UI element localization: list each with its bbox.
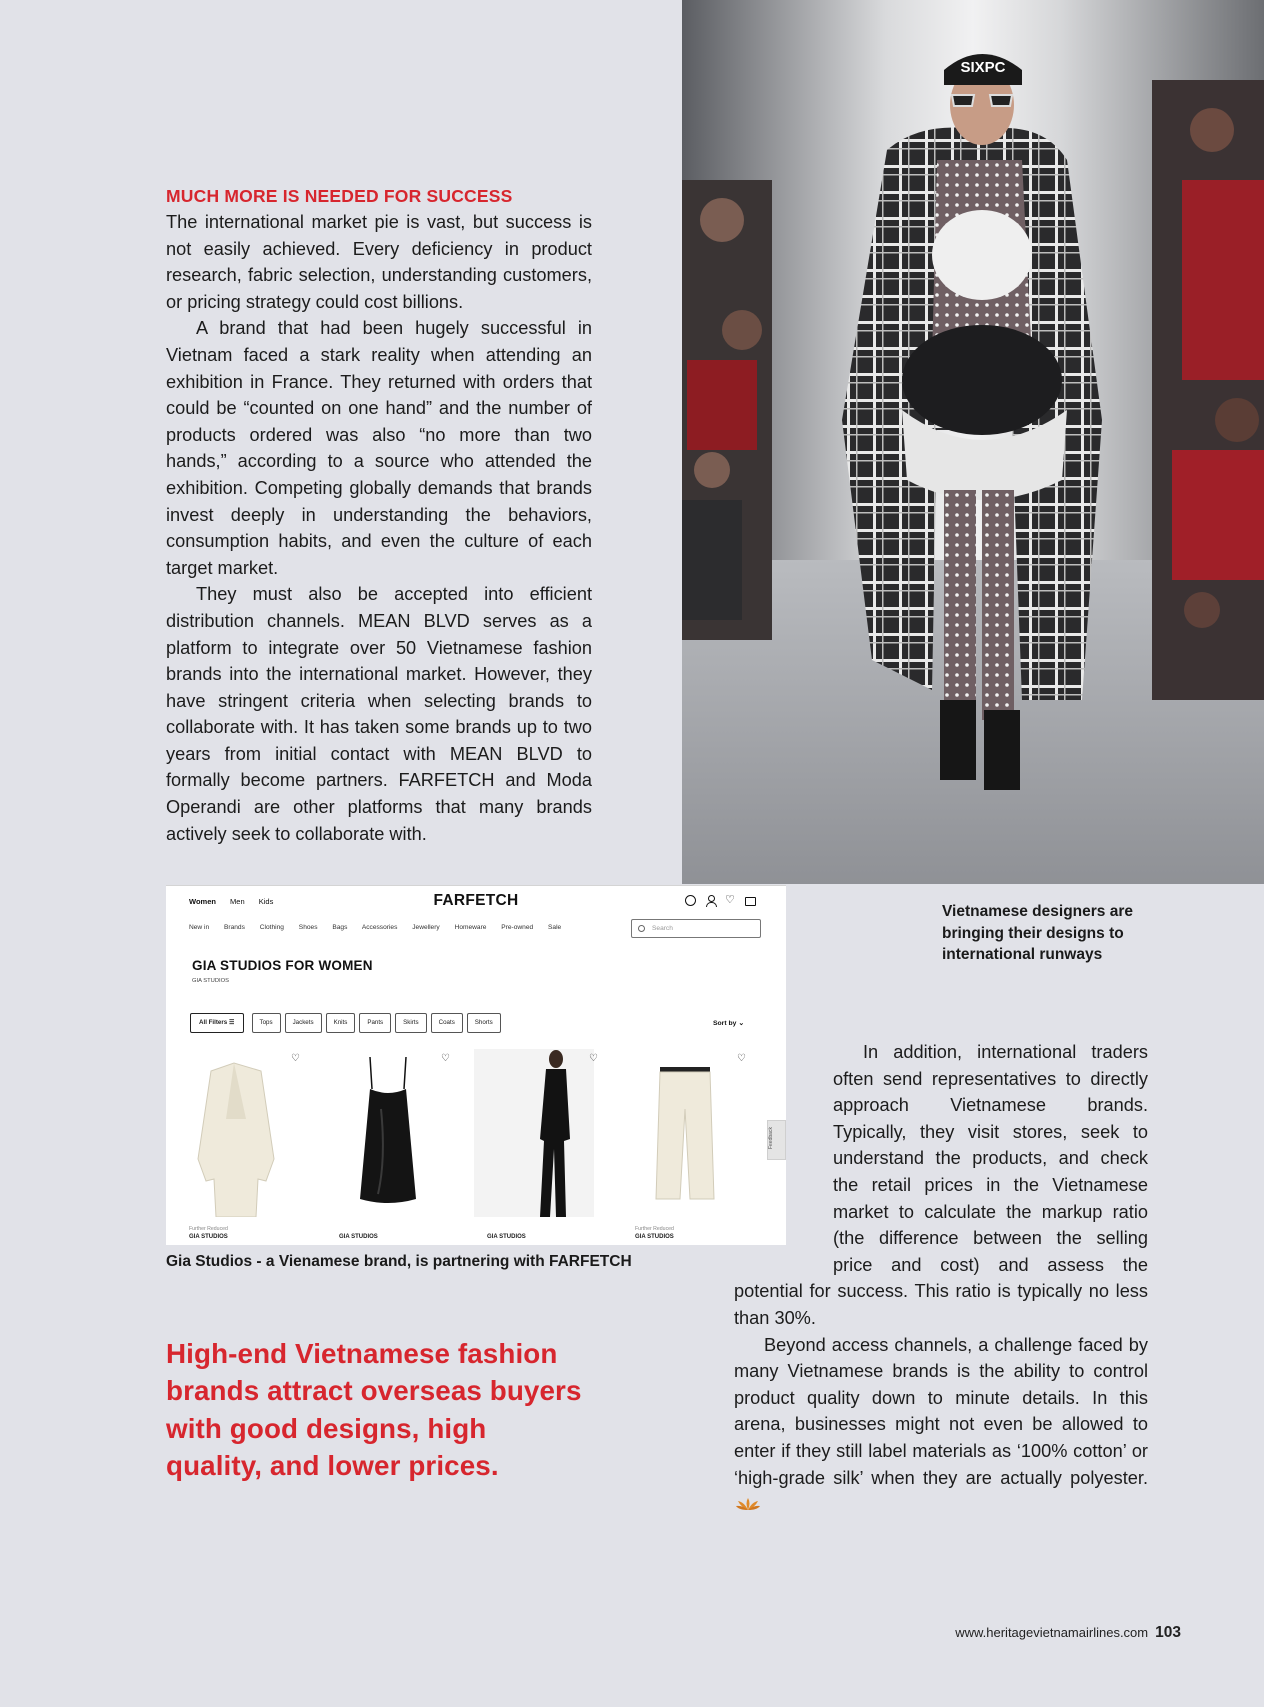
filter-chip-knits[interactable]: Knits [326,1013,356,1033]
sort-label: Sort by [713,1020,737,1027]
nav-sale[interactable]: Sale [548,924,562,931]
filter-chip-pants[interactable]: Pants [359,1013,391,1033]
product-grid [166,1049,786,1245]
product-image [326,1049,446,1217]
farfetch-screenshot [166,885,786,1245]
pull-quote: High-end Vietnamese fashion brands attract overseas buyers with good designs, high quality, and lower prices. [166,1338,582,1482]
nav-shoes[interactable]: Shoes [298,924,318,931]
page-footer [947,1624,1181,1642]
article-paragraph: A brand that had been hugely successful in Vietnam faced a stark reality when attending an exhibition in France. They returned with orders that could be “counted on one hand” and the number of products ordered was also “no more than two hands,” according to a source who attended the exhibition. Competing globally demands that brands invest deeply in understanding the behaviors, consumption habits, and even the culture of each target market. [166,318,592,578]
category-nav [189,924,574,931]
product-brand: GIA STUDIOS [189,1234,228,1240]
filter-chip-jackets[interactable]: Jackets [285,1013,322,1033]
runway-illustration [682,0,1264,884]
product-brand: GIA STUDIOS [339,1234,378,1240]
filter-bar [190,1013,501,1033]
filter-chip-shorts[interactable]: Shorts [467,1013,501,1033]
audience-right [1152,80,1264,700]
left-article-column [166,186,592,847]
bag-icon[interactable] [745,897,756,906]
runway-photo [682,0,1264,884]
footer-url[interactable]: www.heritagevietnamairlines.com [955,1625,1149,1640]
nav-clothing[interactable]: Clothing [259,924,284,931]
breadcrumb[interactable]: GIA STUDIOS [192,978,230,984]
sort-dropdown[interactable] [713,1019,744,1027]
header-icons [685,895,756,906]
nav-new-in[interactable]: New in [189,924,210,931]
wishlist-heart-icon[interactable]: ♡ [589,1053,598,1064]
globe-icon[interactable] [685,895,696,906]
chevron-down-icon: ⌄ [738,1020,745,1027]
all-filters-button[interactable] [190,1013,244,1033]
wishlist-heart-icon[interactable]: ♡ [291,1053,300,1064]
product-image [176,1049,296,1217]
filter-chip-coats[interactable]: Coats [431,1013,463,1033]
tab-kids[interactable]: Kids [258,897,274,906]
cap-logo-text: SIXPC [960,59,1006,76]
wrap-spacer [734,1039,833,1252]
page-number: 103 [1155,1624,1181,1641]
product-brand: GIA STUDIOS [487,1234,526,1240]
filter-chip-tops[interactable]: Tops [252,1013,281,1033]
wishlist-heart-icon[interactable]: ♡ [737,1053,746,1064]
filter-chip-skirts[interactable]: Skirts [395,1013,426,1033]
filter-icon: ☰ [228,1019,235,1026]
article-paragraph: They must also be accepted into efficient distribution channels. MEAN BLVD serves as a platform to integrate over 50 Vietnamese fashion brands into the international market. However, they have stringent criteria when selecting brands to collaborate with. It has taken some brands up to two years from initial contact with MEAN BLVD to formally become partners. FARFETCH and Moda Operandi are other platforms that many brands actively seek to collaborate with. [166,584,592,844]
lotus-icon [736,1497,760,1511]
search-icon [638,925,645,932]
feedback-tab[interactable]: Feedback [767,1120,786,1160]
runway-caption: Vietnamese designers are bringing their designs to international runways [942,903,1133,963]
article-paragraph: The international market pie is vast, but success is not easily achieved. Every deficiency in product research, fabric selection, understanding customers, or pricing strategy could cost billions. [166,212,592,312]
product-note: Further Reduced [635,1226,674,1232]
product-card[interactable] [464,1049,604,1245]
product-brand: GIA STUDIOS [635,1234,674,1240]
nav-pre-owned[interactable]: Pre-owned [501,924,534,931]
audience-left [682,180,772,640]
article-paragraph-text: Beyond access channels, a challenge faced by many Vietnamese brands is the ability to control product quality down to minute details. In this arena, businesses might not even be allowed to enter if they still label materials as ‘100% cotton’ or ‘high-grade silk’ when they are actually polyester. [734,1334,1148,1488]
farfetch-header [166,886,786,918]
nav-jewellery[interactable]: Jewellery [412,924,440,931]
product-image [622,1049,742,1217]
product-card[interactable] [316,1049,456,1245]
section-heading: MUCH MORE IS NEEDED FOR SUCCESS [166,186,513,206]
nav-bags[interactable]: Bags [332,924,348,931]
nav-accessories[interactable]: Accessories [361,924,398,931]
nav-brands[interactable]: Brands [224,924,245,931]
wishlist-heart-icon[interactable]: ♡ [441,1053,450,1064]
search-placeholder: Search [652,925,673,932]
article-paragraph-last [734,1332,1148,1518]
user-icon[interactable] [705,895,716,906]
all-filters-label: All Filters [199,1019,228,1026]
article-paragraph: In addition, international traders often send representatives to directly approach Vietnamese brands. Typically, they visit stores, seek to understand the products, and check the retail prices in the Vietnamese market to calculate the markup ratio (the difference between the selling price and cost) and assess the potential for success. This ratio is typically no less than 30%. [734,1042,1148,1328]
farfetch-caption: Gia Studios - a Vienamese brand, is partnering with FARFETCH [166,1253,632,1270]
product-image [474,1049,594,1217]
product-card[interactable] [612,1049,752,1245]
heart-icon[interactable]: ♡ [725,894,735,906]
tab-men[interactable]: Men [230,897,245,906]
page-title: GIA STUDIOS FOR WOMEN [192,958,373,973]
right-article-column [734,1039,1148,1518]
product-note: Further Reduced [189,1226,228,1232]
farfetch-logo[interactable]: FARFETCH [433,892,519,909]
tab-women[interactable]: Women [189,897,216,906]
search-input[interactable] [631,919,761,938]
nav-homeware[interactable]: Homeware [454,924,487,931]
product-card[interactable] [166,1049,306,1245]
